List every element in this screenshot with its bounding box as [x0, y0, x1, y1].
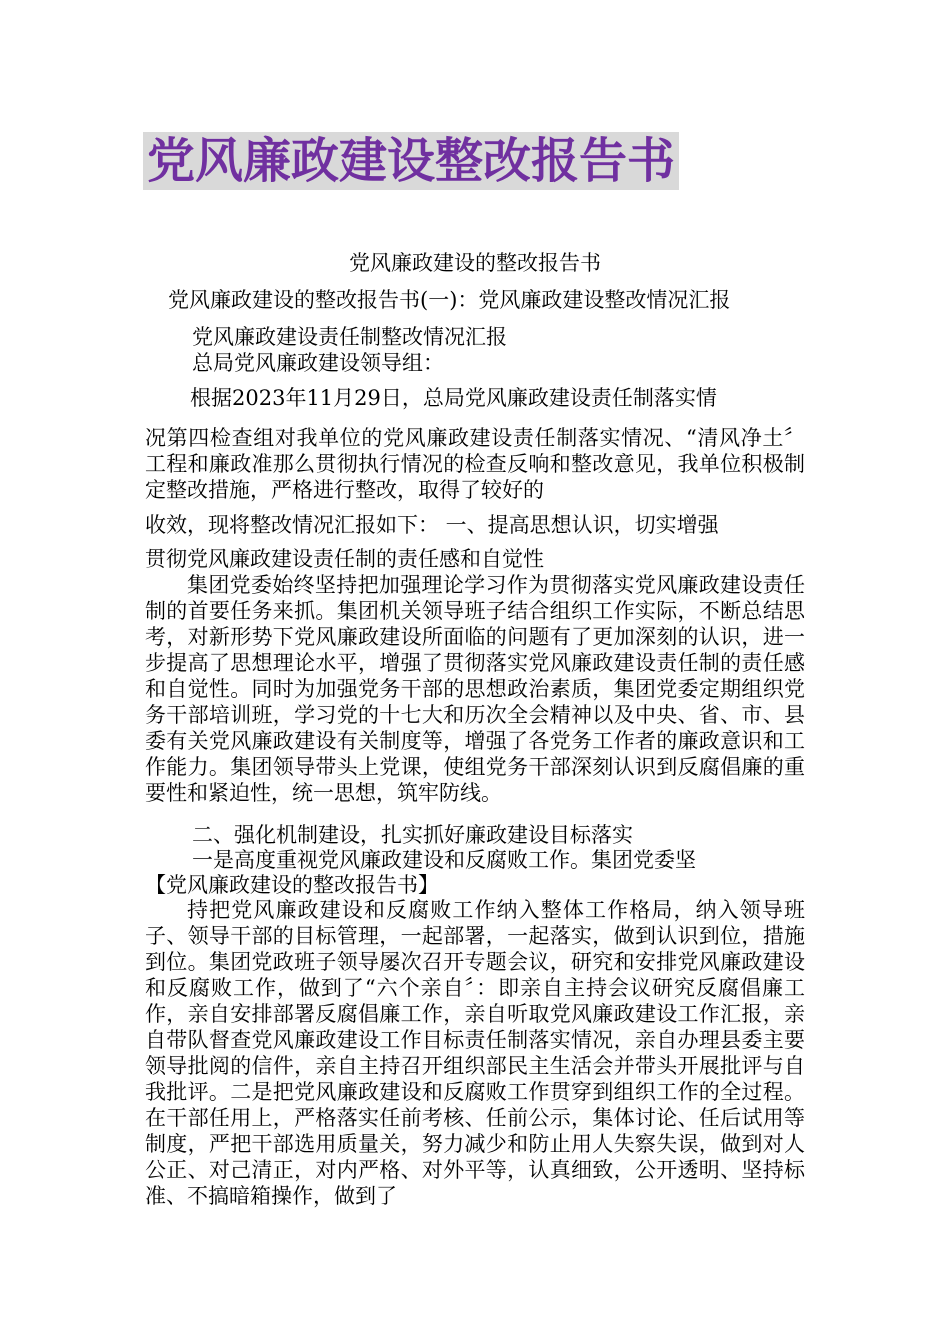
- paragraph-1-first-line: 根据2023年11月29日，总局党风廉政建设责任制落实情: [190, 386, 717, 410]
- section-one-heading: 贯彻党风廉政建设责任制的责任感和自觉性: [145, 547, 544, 571]
- document-title: 党风廉政建设整改报告书: [143, 132, 679, 190]
- section-two-heading: 二、强化机制建设，扎实抓好廉政建设目标落实: [192, 823, 633, 847]
- salutation: 总局党风廉政建设领导组：: [192, 351, 444, 375]
- paragraph-3-first-line: 一是高度重视党风廉政建设和反腐败工作。集团党委坚: [192, 848, 696, 872]
- paragraph-4: 持把党风廉政建设和反腐败工作纳入整体工作格局，纳入领导班子、领导干部的目标管理，一起部署，一起落实，做到认识到位，措施到位。集团党政班子领导屡次召开专题会议，研究和安排党风廉政建设和反腐败工作，做到了“六个亲自〞：即亲自主持会议研究反腐倡廉工作，亲自安排部署反腐倡廉工作，亲自听取党风廉政建设工作汇报，亲自带队督查党风廉政建设工作目标责任制落实情况，亲自办理县委主要领导批阅的信件，亲自主持召开组织部民主生活会并带头开展批评与自我批评。二是把党风廉政建设和反腐败工作贯穿到组织工作的全过程。在干部任用上，严格落实任前考核、任前公示，集体讨论、任后试用等制度，严把干部选用质量关，努力减少和防止用人失察失误，做到对人公正、对己清正，对内严格、对外平等，认真细致，公开透明、坚持标准、不搞暗箱操作，做到了: [145, 898, 805, 1208]
- heading-one: 党风廉政建设的整改报告书(一)：党风廉政建设整改情况汇报: [168, 288, 731, 312]
- subtitle: 党风廉政建设的整改报告书: [349, 251, 601, 275]
- paragraph-1-body: 况第四检查组对我单位的党风廉政建设责任制落实情况、“清风净土〞工程和廉政准那么贯彻执行情况的检查反响和整改意见，我单位积极制定整改措施，严格进行整改，取得了较好的: [145, 426, 805, 502]
- bracket-title: 【党风廉政建设的整改报告书】: [145, 873, 439, 897]
- paragraph-2: 集团党委始终坚持把加强理论学习作为贯彻落实党风廉政建设责任制的首要任务来抓。集团机关领导班子结合组织工作实际，不断总结思考，对新形势下党风廉政建设所面临的问题有了更加深刻的认识，进一步提高了思想理论水平，增强了贯彻落实党风廉政建设责任制的责任感和自觉性。同时为加强党务干部的思想政治素质，集团党委定期组织党务干部培训班，学习党的十七大和历次全会精神以及中央、省、市、县委有关党风廉政建设有关制度等，增强了各党务工作者的廉政意识和工作能力。集团领导带头上党课，使组党务干部深刻认识到反腐倡廉的重要性和紧迫性，统一思想，筑牢防线。: [145, 573, 805, 805]
- paragraph-1-line-5: 收效，现将整改情况汇报如下： 一、提高思想认识，切实增强: [145, 513, 719, 537]
- heading-two: 党风廉政建设责任制整改情况汇报: [192, 325, 507, 349]
